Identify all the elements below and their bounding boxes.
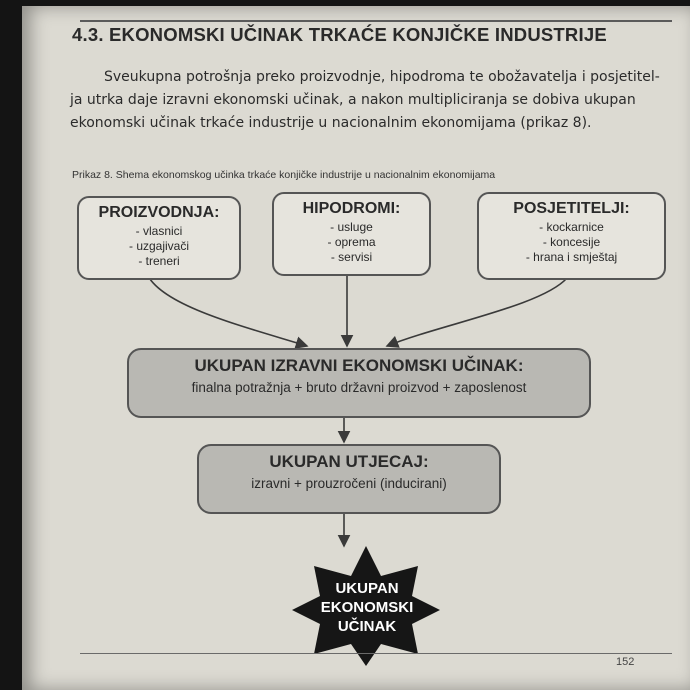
arrow-visitors: [387, 278, 567, 346]
page-number: 152: [616, 656, 635, 668]
box-item: - uzgajivači: [128, 239, 190, 253]
result-line: UČINAK: [337, 618, 397, 635]
box-item: - treneri: [138, 254, 180, 268]
bottom-rule: [80, 653, 672, 654]
paragraph-line: ekonomski učinak trkaće industrije u nacionalnim ekonomijama (prikaz 8).: [70, 115, 592, 131]
box-direct-effect: [127, 348, 591, 418]
result-label: [307, 579, 427, 636]
result-line: EKONOMSKI: [320, 599, 414, 616]
box-title: POSJETITELJI:: [513, 200, 630, 217]
box-item: - kockarnice: [539, 220, 604, 234]
figure-caption: Prikaz 8. Shema ekonomskog učinka trkaće konjičke industrije u nacionalnim ekonomijama: [72, 169, 496, 181]
box-title: HIPODROMI:: [302, 200, 401, 217]
box-production: [77, 196, 241, 280]
total-impact-subtitle: izravni + prouzročeni (inducirani): [251, 476, 447, 491]
box-item: - hrana i smještaj: [525, 250, 618, 264]
box-title: PROIZVODNJA:: [98, 204, 220, 221]
box-item: - koncesije: [542, 235, 601, 249]
paragraph-line: ja utrka daje izravni ekonomski učinak, a nakon multipliciranja se dobiva ukupan: [70, 92, 636, 108]
box-visitors: [477, 192, 666, 280]
book-page: [22, 6, 690, 690]
box-item: - servisi: [330, 250, 373, 264]
box-item: - usluge: [330, 220, 373, 234]
box-item: - oprema: [327, 235, 376, 249]
total-impact-title: UKUPAN UTJECAJ:: [269, 452, 429, 471]
box-total-impact: [197, 444, 501, 514]
paragraph-line: Sveukupna potrošnja preko proizvodnje, hipodroma te obožavatelja i posjetitel-: [104, 69, 660, 85]
box-hippodromes: [272, 192, 431, 276]
direct-effect-title: UKUPAN IZRAVNI EKONOMSKI UČINAK:: [194, 356, 524, 375]
result-line: UKUPAN: [335, 580, 399, 597]
arrow-production: [147, 274, 307, 346]
section-heading: 4.3. EKONOMSKI UČINAK TRKAĆE KONJIČKE INDUSTRIJE: [72, 24, 607, 45]
box-item: - vlasnici: [135, 224, 183, 238]
direct-effect-subtitle: finalna potražnja + bruto državni proizvod + zaposlenost: [191, 380, 527, 395]
